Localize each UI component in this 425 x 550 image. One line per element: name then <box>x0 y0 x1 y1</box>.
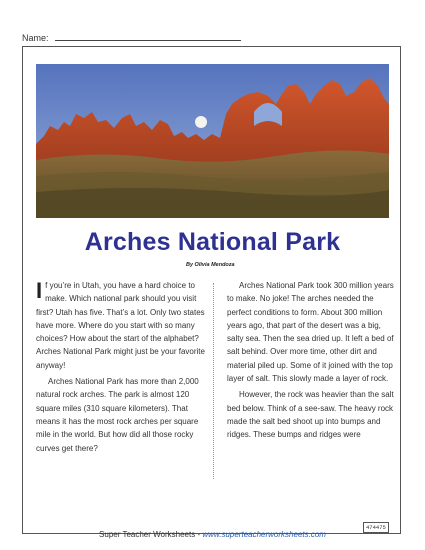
paragraph: Arches National Park took 300 million years to make. No joke! The arches needed the perfect conditions to form. About 300 million years ago, that part of the desert was a big, salty sea. Then the sea dried up. It left a bed of salt behind. Over more time, other dirt and material piled up. Some of it joined with the top layer of salt. This slowly made a layer of rock. <box>227 281 394 384</box>
arches-photo <box>36 64 389 218</box>
text-column-right <box>227 279 397 445</box>
footer-separator: - <box>195 530 203 539</box>
paragraph: However, the rock was heavier than the salt bed below. Think of a see-saw. The heavy rock made the salt bed shoot up into bumps and ridges. These bumps and ridges were <box>227 390 394 440</box>
name-blank-line[interactable] <box>55 32 241 41</box>
footer-brand: Super Teacher Worksheets <box>99 530 196 539</box>
drop-cap: I <box>36 278 43 303</box>
paragraph: Arches National Park has more than 2,000 natural rock arches. The park is almost 120 square miles (310 square kilometers). That means it has the most rock arches per square mile in the world. But how did all those rocky curves get there? <box>36 377 199 453</box>
footer-url-link[interactable]: www.superteacherworksheets.com <box>202 530 326 539</box>
paragraph <box>36 279 206 372</box>
paragraph-text: f you’re in Utah, you have a hard choice to make. Which national park should you visit first? Utah has five. That’s a lot. Only two states have more. Where do you start with so many choices? How about the start of the alphabet? Arches National Park might just be your favorite anyway! <box>36 281 205 370</box>
article-byline: By Olivia Mendoza <box>186 262 235 268</box>
name-field <box>22 32 241 43</box>
name-label: Name: <box>22 33 49 43</box>
article-title: Arches National Park <box>84 228 341 256</box>
worksheet-code: 474475 <box>363 522 389 533</box>
text-column-left <box>36 279 206 458</box>
footer <box>0 530 425 539</box>
column-divider <box>213 283 214 479</box>
